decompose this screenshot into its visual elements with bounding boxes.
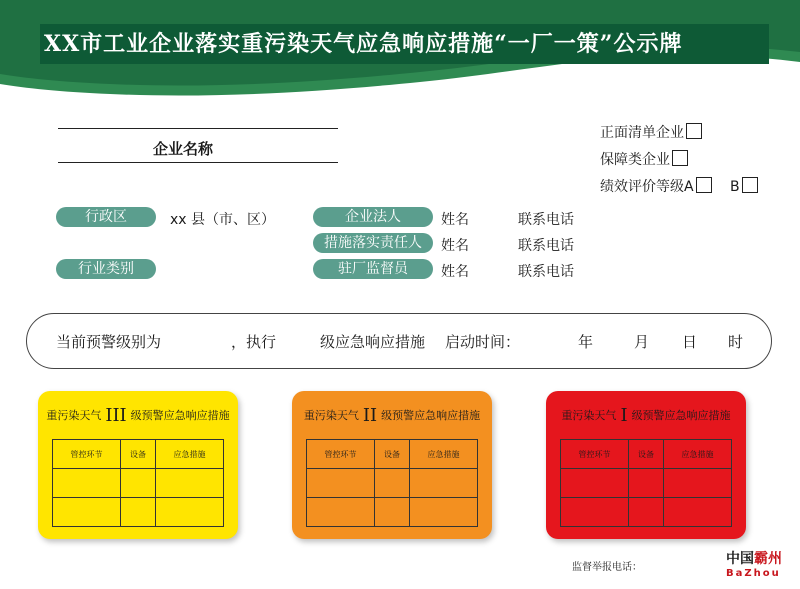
level-ii-roman: II	[362, 405, 378, 426]
alert-start-time: 启动时间：	[445, 333, 521, 351]
grade-b-label: B	[730, 179, 740, 195]
responsible-person-phone-label: 联系电话	[518, 238, 574, 254]
supervisor-name-label: 姓名	[441, 264, 469, 280]
level-iii-suffix: 级预警应急响应措施	[130, 409, 230, 422]
table-header-cell: 管控环节	[561, 440, 629, 469]
option-positive-list	[600, 122, 702, 142]
district-pill: 行政区	[56, 207, 156, 227]
table-header-row	[561, 440, 732, 469]
bazhou-logo	[726, 548, 790, 579]
level-iii-table	[52, 439, 224, 527]
grade-b-checkbox[interactable]	[742, 177, 758, 193]
level-i-card	[546, 391, 746, 539]
option-guarantee	[600, 149, 688, 169]
level-ii-card-title	[292, 405, 492, 426]
table-header-row	[307, 440, 478, 469]
level-i-table	[560, 439, 732, 527]
level-ii-table	[306, 439, 478, 527]
level-ii-prefix: 重污染天气	[303, 409, 359, 422]
alert-current-level: 当前预警级别为	[56, 333, 162, 351]
page-title: XX市工业企业落实重污染天气应急响应措施“一厂一策”公示牌	[40, 24, 769, 64]
level-iii-roman: III	[105, 405, 127, 426]
level-iii-prefix: 重污染天气	[46, 409, 102, 422]
legal-person-pill: 企业法人	[313, 207, 433, 227]
table-header-cell: 应急措施	[664, 440, 732, 469]
alert-year: 年	[578, 333, 594, 351]
table-row	[307, 498, 478, 527]
legal-person-phone-label: 联系电话	[518, 212, 574, 228]
table-row	[53, 469, 224, 498]
level-i-suffix: 级预警应急响应措施	[631, 409, 731, 422]
header-background	[0, 0, 800, 130]
table-header-cell: 应急措施	[410, 440, 478, 469]
level-ii-suffix: 级预警应急响应措施	[381, 409, 481, 422]
alert-hour: 时	[728, 333, 744, 351]
level-i-prefix: 重污染天气	[561, 409, 617, 422]
logo-en: BaZhou	[726, 568, 781, 579]
performance-grade-label: 绩效评价等级A	[600, 179, 694, 195]
company-name-top-rule	[58, 128, 338, 129]
alert-execute: ，执行	[231, 333, 277, 351]
table-header-row	[53, 440, 224, 469]
table-header-cell: 设备	[374, 440, 409, 469]
level-iii-card-title	[38, 405, 238, 426]
option-guarantee-label: 保障类企业	[600, 152, 670, 168]
table-header-cell: 设备	[628, 440, 663, 469]
supervisor-pill: 驻厂监督员	[313, 259, 433, 279]
responsible-person-pill: 措施落实责任人	[313, 233, 433, 253]
legal-person-name-label: 姓名	[441, 212, 469, 228]
level-i-card-title	[546, 405, 746, 426]
option-performance-grade	[600, 176, 758, 196]
supervisor-phone-label: 联系电话	[518, 264, 574, 280]
table-header-cell: 管控环节	[53, 440, 121, 469]
table-header-cell: 设备	[120, 440, 155, 469]
level-i-roman: I	[620, 405, 628, 426]
level-ii-card	[292, 391, 492, 539]
logo-cn-a: 中国	[726, 551, 754, 567]
alert-month: 月	[634, 333, 650, 351]
company-name-label: 企业名称	[152, 140, 213, 158]
industry-pill: 行业类别	[56, 259, 156, 279]
table-row	[53, 498, 224, 527]
table-header-cell: 应急措施	[156, 440, 224, 469]
guarantee-checkbox[interactable]	[672, 150, 688, 166]
positive-list-checkbox[interactable]	[686, 123, 702, 139]
report-phone-label: 监督举报电话：	[572, 562, 642, 573]
grade-a-checkbox[interactable]	[696, 177, 712, 193]
option-positive-list-label: 正面清单企业	[600, 125, 684, 141]
alert-day: 日	[682, 333, 698, 351]
alert-response: 级应急响应措施	[320, 333, 426, 351]
table-header-cell: 管控环节	[307, 440, 375, 469]
responsible-person-name-label: 姓名	[441, 238, 469, 254]
table-row	[561, 469, 732, 498]
level-iii-card	[38, 391, 238, 539]
company-name-bottom-rule	[58, 162, 338, 163]
district-value: xx 县（市、区）	[170, 212, 276, 228]
table-row	[561, 498, 732, 527]
table-row	[307, 469, 478, 498]
logo-cn-b: 霸州	[754, 551, 782, 567]
